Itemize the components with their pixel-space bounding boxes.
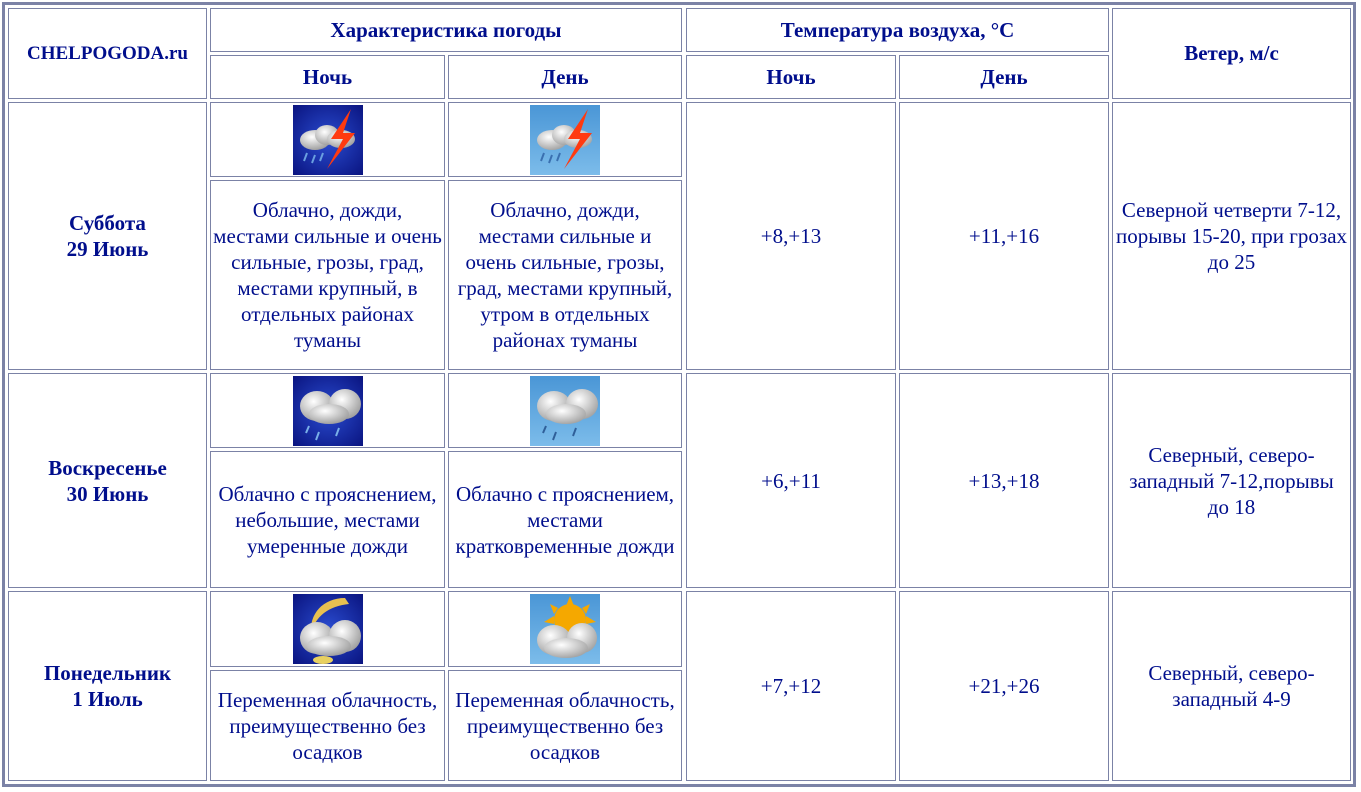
temp-night [686,102,896,370]
logo-text: CHELPOGODA.ru [27,42,188,64]
temp-day [899,102,1109,370]
day-icon-cell [448,591,682,667]
temp-value: +8,+13 [760,224,822,248]
header-label: День [980,64,1028,89]
weekday: Понедельник [43,661,172,685]
weekday: Воскресенье [48,455,167,480]
night-icon-cell [210,102,445,177]
site-logo[interactable] [8,8,207,99]
cloudy-rain-night-icon [293,376,363,446]
date: 30 Июнь [66,481,149,506]
night-description [210,451,445,588]
temp-value: +7,+12 [760,674,822,698]
wind-text: Северный, северо-западный 7-12,порывы до 18 [1129,442,1334,519]
temp-value: +13,+18 [968,468,1040,493]
day-description [448,451,682,588]
night-description [210,670,445,781]
description-text: Переменная облачность, преимущественно без осадков [455,687,675,764]
header-label: Характеристика погоды [330,17,562,42]
temp-value: +11,+16 [968,224,1040,248]
thunderstorm-day-icon [530,105,600,175]
day-description [448,670,682,781]
temp-night [686,591,896,781]
header-weather-day [448,55,682,99]
night-icon-cell [210,591,445,667]
header-wind [1112,8,1351,99]
day-label [8,591,207,781]
date: 1 Июль [72,687,143,711]
header-label: День [541,64,589,89]
temp-value: +6,+11 [761,468,821,493]
night-description [210,180,445,370]
header-label: Температура воздуха, °С [780,17,1015,42]
partly-cloudy-moon-icon [293,594,363,664]
partly-cloudy-sun-icon [530,594,600,664]
description-text: Облачно с прояснением, местами кратковременные дожди [455,481,675,558]
date: 29 Июнь [66,237,149,261]
day-icon-cell [448,102,682,177]
header-weather-night [210,55,445,99]
weekday: Суббота [69,211,146,235]
cloudy-rain-day-icon [530,376,600,446]
wind-value [1112,591,1351,781]
description-text: Облачно с прояснением, небольшие, местами умеренные дожди [218,481,437,558]
description-text: Переменная облачность, преимущественно без осадков [217,687,438,764]
header-label: Ночь [302,64,353,89]
temp-value: +21,+26 [968,674,1040,698]
description-text: Облачно, дожди, местами сильные и очень сильные, грозы, град, местами крупный, в отдельных районах туманы [213,198,442,352]
temp-day [899,591,1109,781]
thunderstorm-night-icon [293,105,363,175]
header-temp-night [686,55,896,99]
wind-value [1112,373,1351,588]
header-label: Ночь [766,64,816,89]
day-label [8,373,207,588]
day-description [448,180,682,370]
wind-value [1112,102,1351,370]
header-label: Ветер, м/с [1184,41,1279,65]
header-weather-characteristics [210,8,682,52]
header-air-temperature [686,8,1109,52]
header-temp-day [899,55,1109,99]
night-icon-cell [210,373,445,448]
wind-text: Северный, северо-западный 4-9 [1148,661,1315,711]
temp-night [686,373,896,588]
wind-text: Северной четверти 7-12, порывы 15-20, при грозах до 25 [1115,198,1348,274]
day-icon-cell [448,373,682,448]
day-label [8,102,207,370]
description-text: Облачно, дожди, местами сильные и очень сильные, грозы, град, местами крупный, утром в отдельных районах туманы [457,198,673,352]
temp-day [899,373,1109,588]
